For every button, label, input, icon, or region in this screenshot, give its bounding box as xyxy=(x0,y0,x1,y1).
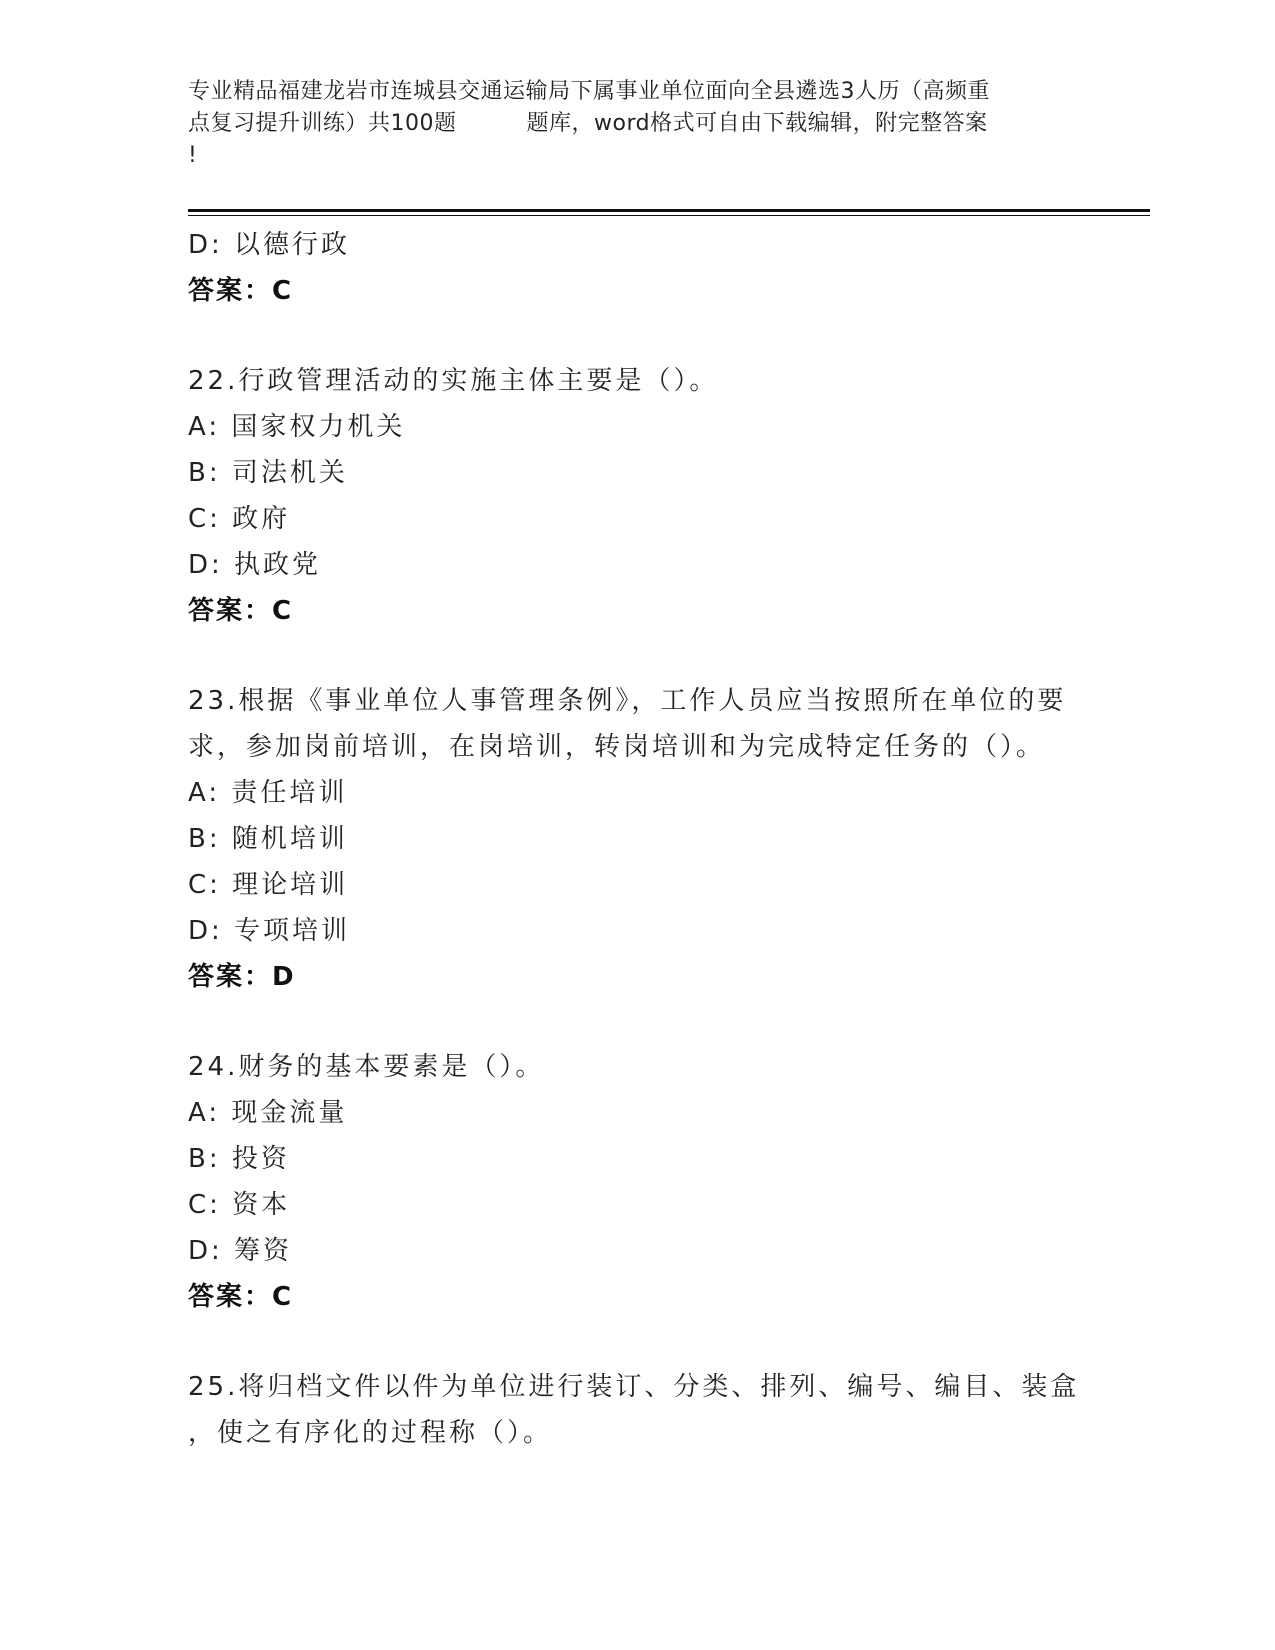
option-d: D: 执政党 xyxy=(188,550,322,580)
document-header xyxy=(188,76,1088,172)
option-a: A: 国家权力机关 xyxy=(188,412,406,442)
question-text-line-2: 求，参加岗前培训，在岗培训，转岗培训和为完成特定任务的（）。 xyxy=(188,732,1046,762)
header-line-3: ! xyxy=(188,143,198,168)
option-c: C: 理论培训 xyxy=(188,870,349,900)
question-text-line-1: 25.将归档文件以件为单位进行装订、分类、排列、编号、编目、装盒 xyxy=(188,1372,1080,1402)
option-c: C: 资本 xyxy=(188,1190,291,1220)
option-b: B: 随机培训 xyxy=(188,824,348,854)
option-a: A: 现金流量 xyxy=(188,1098,348,1128)
question-21-tail xyxy=(188,222,1088,314)
option-b: B: 投资 xyxy=(188,1144,290,1174)
header-divider-thin xyxy=(188,215,1150,216)
answer: 答案：C xyxy=(188,596,294,626)
question-22 xyxy=(188,358,1088,634)
header-line-2 xyxy=(188,108,1088,140)
header-divider-thick xyxy=(188,209,1150,212)
option-a: A: 责任培训 xyxy=(188,778,348,808)
header-line-2-part-1: 点复习提升训练）共100题 xyxy=(188,111,457,136)
header-line-2-part-2: 题库，word格式可自由下载编辑，附完整答案 xyxy=(526,111,988,136)
option-b: B: 司法机关 xyxy=(188,458,348,488)
header-line-1: 专业精品福建龙岩市连城县交通运输局下属事业单位面向全县遴选3人历（高频重 xyxy=(188,79,990,104)
option-d: D: 专项培训 xyxy=(188,916,351,946)
question-text: 22.行政管理活动的实施主体主要是（）。 xyxy=(188,366,719,396)
question-23 xyxy=(188,678,1088,1000)
question-24 xyxy=(188,1044,1088,1320)
option-c: C: 政府 xyxy=(188,504,291,534)
answer: 答案：C xyxy=(188,276,294,306)
question-text-line-2: ，使之有序化的过程称（）。 xyxy=(188,1418,553,1448)
answer: 答案：D xyxy=(188,962,296,992)
question-list xyxy=(188,222,1088,1456)
question-text: 24.财务的基本要素是（）。 xyxy=(188,1052,545,1082)
question-text-line-1: 23.根据《事业单位人事管理条例》，工作人员应当按照所在单位的要 xyxy=(188,686,1067,716)
option-d: D: 以德行政 xyxy=(188,230,351,260)
answer: 答案：C xyxy=(188,1282,294,1312)
option-d: D: 筹资 xyxy=(188,1236,293,1266)
question-25 xyxy=(188,1364,1088,1456)
